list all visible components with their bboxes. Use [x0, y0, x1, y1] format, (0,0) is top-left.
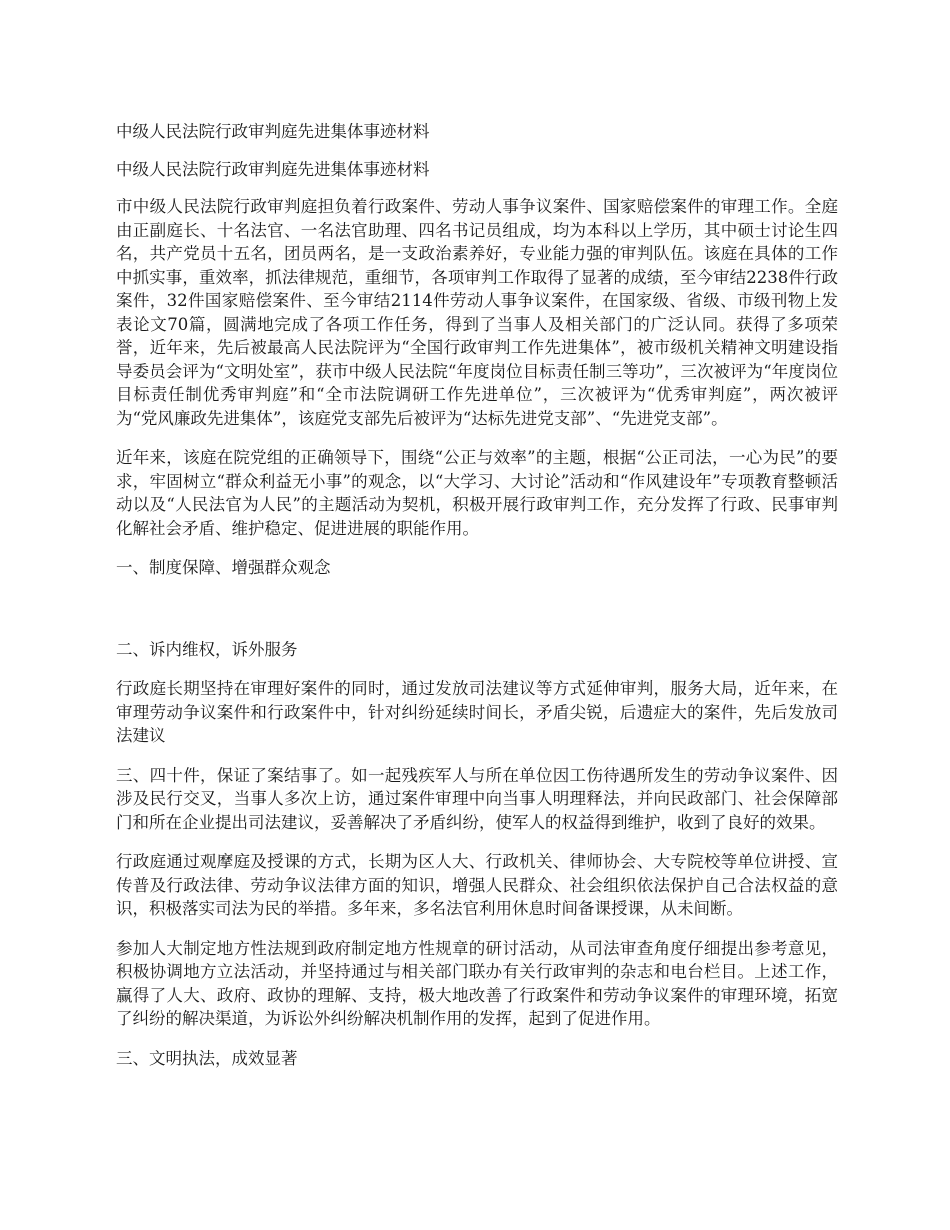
paragraph-intro: 市中级人民法院行政审判庭担负着行政案件、劳动人事争议案件、国家赔偿案件的审理工作。全庭由正副庭长、十名法官、一名法官助理、四名书记员组成，均为本科以上学历，其中硕士讨论生四名，共产党员十五名，团员两名，是一支政治素养好，专业能力强的审判队伍。该庭在具体的工作中抓实事，重效率，抓法律规范，重细节，各项审判工作取得了显著的成绩，至今审结2238件行政案件，32件国家赔偿案件、至今审结2114件劳动人事争议案件，在国家级、省级、市级刊物上发表论文70篇，圆满地完成了各项工作任务，得到了当事人及相关部门的广泛认同。获得了多项荣誉，近年来，先后被最高人民法院评为“全国行政审判工作先进集体”，被市级机关精神文明建设指导委员会评为“文明处室”，获市中级人民法院“年度岗位目标责任制三等功”，三次被评为“年度岗位目标责任制优秀审判庭”和“全市法院调研工作先进单位”，三次被评为“优秀审判庭”，两次被评为“党风廉政先进集体”，该庭党支部先后被评为“达标先进党支部”、“先进党支部”。	[116, 197, 838, 428]
paragraph-judicial-advice: 行政庭长期坚持在审理好案件的同时，通过发放司法建议等方式延伸审判，服务大局，近年来，在审理劳动争议案件和行政案件中，针对纠纷延续时间长，矛盾尖锐，后遗症大的案件，先后发放司法建议	[116, 679, 838, 745]
section-heading-3: 三、文明执法，成效显著	[116, 1048, 298, 1068]
document-title: 中级人民法院行政审判庭先进集体事迹材料	[116, 122, 430, 141]
paragraph-teaching: 行政庭通过观摩庭及授课的方式，长期为区人大、行政机关、律师协会、大专院校等单位讲授、宣传普及行政法律、劳动争议法律方面的知识，增强人民群众、社会组织依法保护自己合法权益的意识，积极落实司法为民的举措。多年来，多名法官利用休息时间备课授课，从未间断。	[116, 852, 838, 918]
section-heading-2: 二、诉内维权，诉外服务	[116, 639, 298, 659]
section-heading-1: 一、制度保障、增强群众观念	[116, 558, 331, 577]
paragraph-legislation: 参加人大制定地方性法规到政府制定地方性规章的研讨活动，从司法审查角度仔细提出参考意见，积极协调地方立法活动，并坚持通过与相关部门联办有关行政审判的杂志和电台栏目。上述工作，赢得了人大、政府、政协的理解、支持，极大地改善了行政案件和劳动争议案件的审理环境，拓宽了纠纷的解决渠道，为诉讼外纠纷解决机制作用的发挥，起到了促进作用。	[116, 938, 838, 1028]
paragraph-recent-years: 近年来，该庭在院党组的正确领导下，围绕“公正与效率”的主题，根据“公正司法，一心为民”的要求，牢固树立“群众利益无小事”的观念，以“大学习、大讨论”活动和“作风建设年”专项教育整顿活动以及“人民法官为人民”的主题活动为契机，积极开展行政审判工作，充分发挥了行政、民事审判化解社会矛盾、维护稳定、促进进展的职能作用。	[116, 448, 838, 538]
paragraph-case-example: 三、四十件，保证了案结事了。如一起残疾军人与所在单位因工伤待遇所发生的劳动争议案件、因涉及民行交叉，当事人多次上访，通过案件审理中向当事人明理释法，并向民政部门、社会保障部门和所在企业提出司法建议，妥善解决了矛盾纠纷，使军人的权益得到维护，收到了良好的效果。	[116, 765, 838, 832]
document-subtitle: 中级人民法院行政审判庭先进集体事迹材料	[116, 159, 430, 179]
document-page	[116, 120, 838, 1070]
